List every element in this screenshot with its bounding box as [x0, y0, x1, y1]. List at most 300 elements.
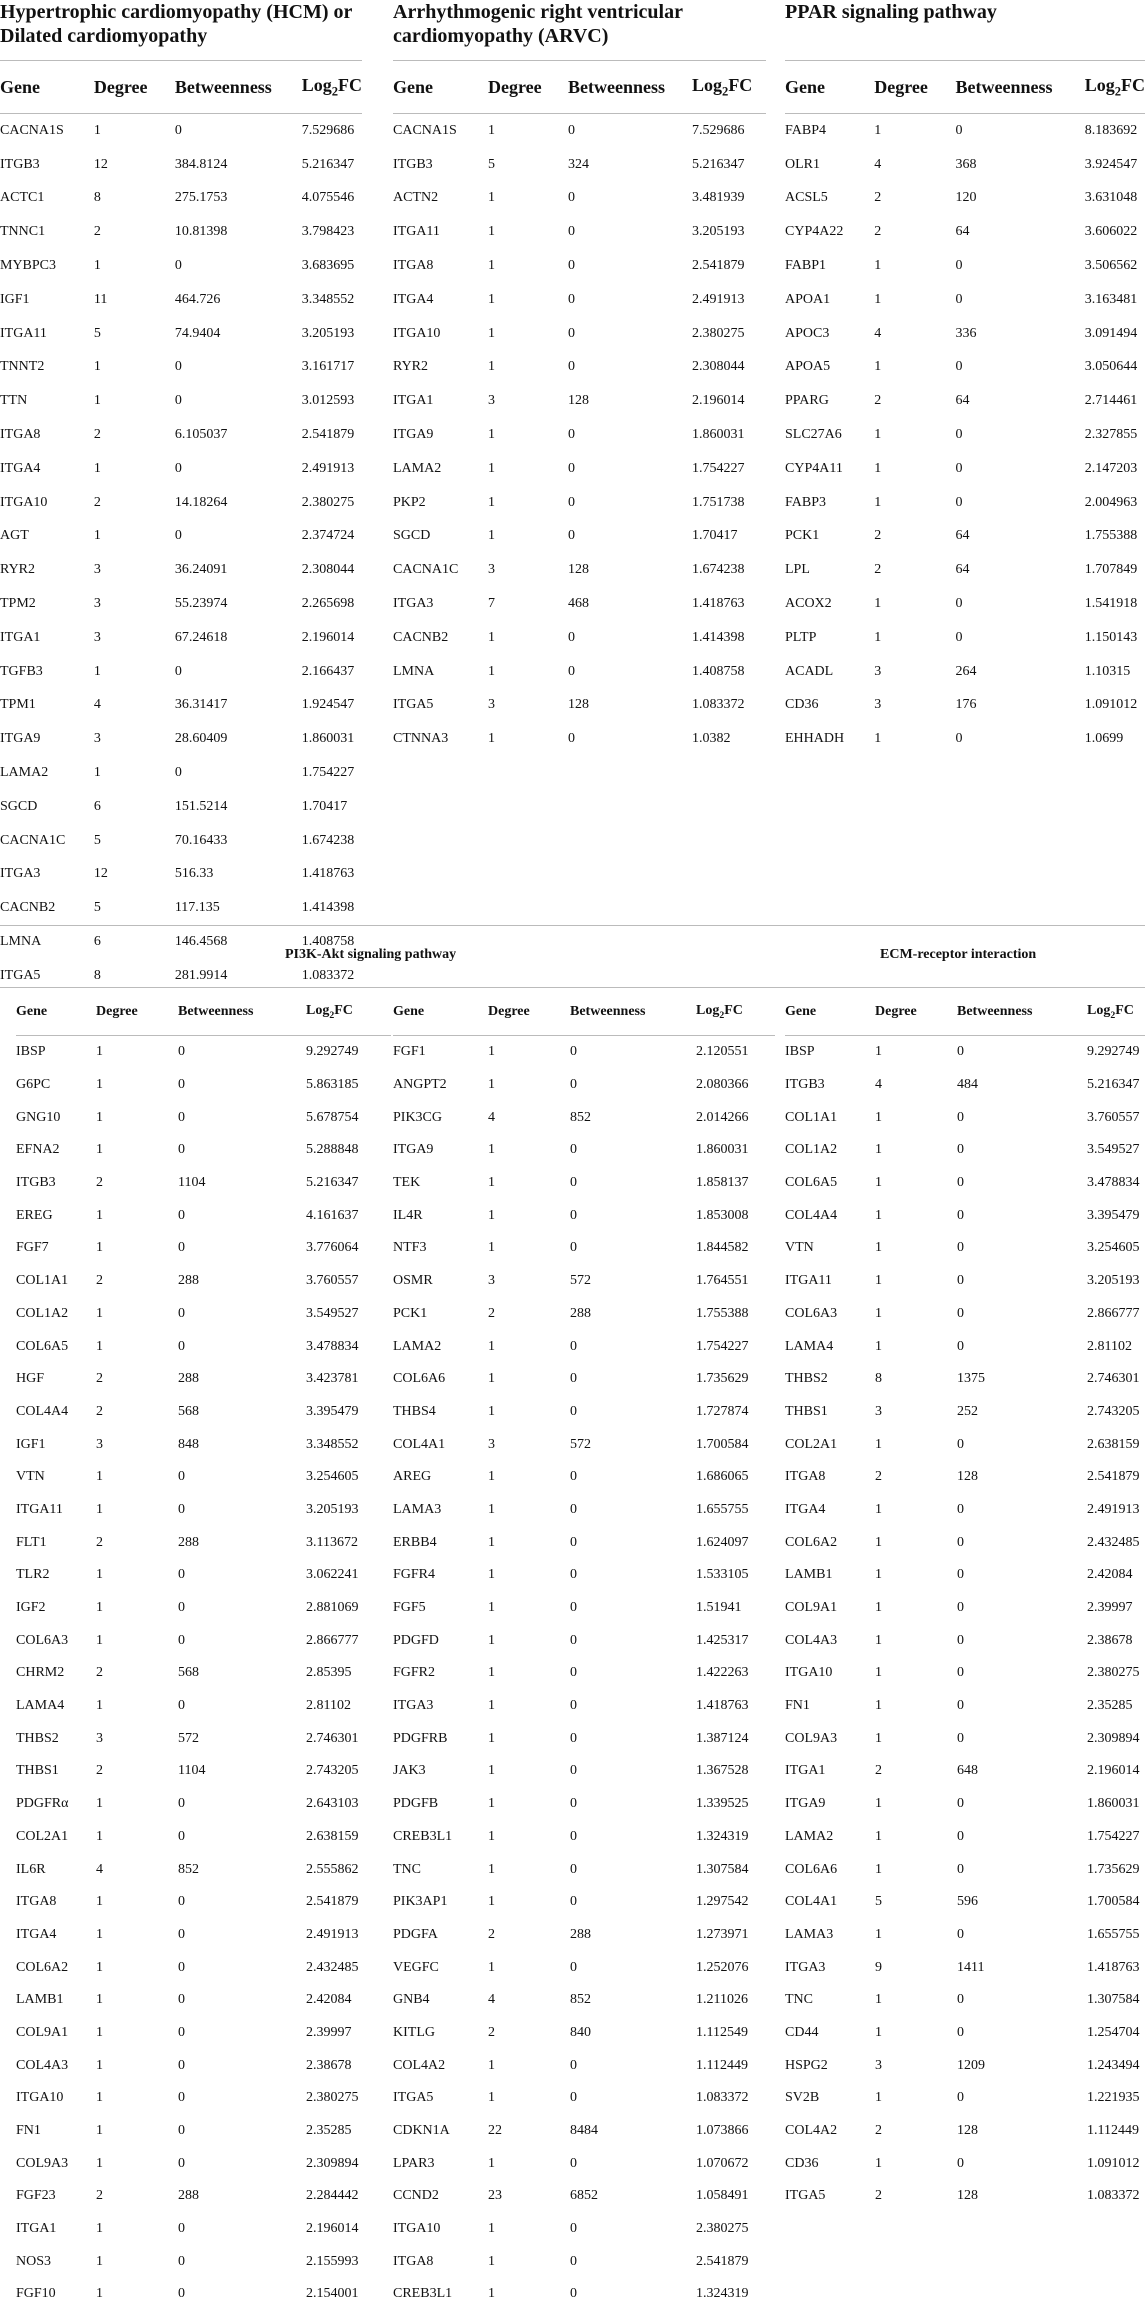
cell-degree: 1 — [96, 2155, 103, 2171]
cell-betweenness: 74.9404 — [174, 325, 221, 341]
cell-log2fc: 2.643103 — [306, 1796, 359, 1812]
table-row — [0, 384, 362, 418]
table-row — [785, 384, 1145, 418]
cell-log2fc: 2.38678 — [306, 2057, 352, 2073]
table-row — [785, 1951, 1145, 1984]
table-row — [393, 1821, 775, 1854]
cell-betweenness: 0 — [568, 122, 575, 138]
cell-degree: 1 — [488, 1175, 495, 1191]
cell-gene: ITGA9 — [785, 1796, 826, 1812]
cell-log2fc: 5.216347 — [306, 1175, 359, 1191]
cell-degree: 1 — [488, 1501, 495, 1517]
table-row — [16, 1069, 391, 1102]
cell-log2fc: 1.754227 — [692, 460, 745, 476]
table-row — [393, 384, 766, 418]
cell-gene: COL2A1 — [16, 1828, 69, 1844]
cell-degree: 4 — [874, 325, 882, 341]
table-row — [16, 1821, 391, 1854]
cell-gene: ITGA10 — [0, 494, 48, 510]
cell-gene: FGF1 — [393, 1044, 426, 1060]
table-row — [393, 1494, 775, 1527]
table-row — [16, 2278, 391, 2311]
cell-degree: 1 — [93, 258, 101, 274]
cell-degree: 5 — [93, 900, 101, 916]
table-row — [393, 1363, 775, 1396]
table-row — [16, 2245, 391, 2278]
cell-degree: 2 — [875, 1763, 882, 1779]
cell-degree: 5 — [93, 325, 101, 341]
col-header-degree: Degree — [488, 1004, 530, 1019]
col-header-gene: Gene — [785, 1004, 817, 1019]
cell-log2fc: 2.42084 — [1087, 1567, 1133, 1583]
cell-degree: 2 — [96, 1534, 103, 1550]
cell-betweenness: 36.31417 — [174, 697, 228, 713]
cell-gene: VEGFC — [393, 1959, 439, 1975]
cell-degree: 1 — [93, 528, 101, 544]
col-header-degree: Degree — [875, 1004, 917, 1019]
table-row — [0, 351, 362, 385]
cell-betweenness: 64 — [955, 562, 970, 578]
cell-log2fc: 1.254704 — [1087, 2024, 1140, 2040]
table-row — [393, 1853, 775, 1886]
cell-gene: JAK3 — [393, 1763, 426, 1779]
col-header-gene: Gene — [785, 76, 825, 97]
panel-title: PPAR signaling pathway — [785, 1, 997, 23]
cell-gene: FN1 — [16, 2123, 41, 2139]
cell-betweenness: 516.33 — [174, 866, 214, 882]
table-row — [393, 2180, 775, 2213]
cell-degree: 1 — [488, 190, 495, 206]
cell-betweenness: 0 — [570, 1403, 577, 1419]
cell-betweenness: 0 — [957, 1044, 964, 1060]
cell-log2fc: 1.073866 — [696, 2123, 749, 2139]
cell-degree: 1 — [488, 494, 495, 510]
cell-degree: 3 — [875, 2057, 882, 2073]
cell-gene: ACOX2 — [785, 596, 832, 612]
cell-log2fc: 2.196014 — [306, 2221, 359, 2237]
table-row — [393, 1167, 775, 1200]
cell-betweenness: 0 — [955, 731, 963, 747]
cell-degree: 2 — [93, 427, 101, 443]
table-row — [16, 1330, 391, 1363]
cell-gene: COL4A4 — [785, 1207, 838, 1223]
cell-gene: FGFR4 — [393, 1567, 436, 1583]
table-row — [785, 1069, 1145, 1102]
cell-degree: 1 — [488, 663, 495, 679]
cell-degree: 1 — [96, 1207, 103, 1223]
cell-betweenness: 0 — [568, 528, 575, 544]
table-row — [393, 351, 766, 385]
cell-log2fc: 2.81102 — [1087, 1338, 1132, 1354]
cell-degree: 4 — [93, 697, 101, 713]
cell-betweenness: 0 — [570, 1207, 577, 1223]
cell-degree: 1 — [875, 1142, 882, 1158]
table-row — [0, 655, 362, 689]
cell-log2fc: 3.481939 — [692, 190, 745, 206]
col-header-gene: Gene — [393, 1004, 425, 1019]
cell-log2fc: 1.414398 — [301, 900, 355, 916]
cell-betweenness: 0 — [957, 1175, 964, 1191]
table-row — [785, 452, 1145, 486]
cell-log2fc: 1.860031 — [696, 1142, 749, 1158]
cell-betweenness: 0 — [570, 1338, 577, 1354]
col-header-degree: Degree — [93, 76, 148, 97]
cell-log2fc: 3.549527 — [1087, 1142, 1140, 1158]
table-arvc — [393, 61, 766, 756]
cell-betweenness: 324 — [568, 156, 589, 172]
cell-betweenness: 0 — [955, 359, 963, 375]
cell-degree: 1 — [875, 1992, 882, 2008]
table-row — [16, 2049, 391, 2082]
cell-log2fc: 2.080366 — [696, 1077, 749, 1093]
table-row — [785, 1363, 1145, 1396]
cell-gene: ITGA10 — [16, 2090, 64, 2106]
cell-log2fc: 1.324319 — [696, 1828, 749, 1844]
cell-degree: 1 — [488, 1665, 495, 1681]
cell-log2fc: 2.541879 — [301, 427, 355, 443]
cell-log2fc: 3.205193 — [692, 224, 745, 240]
table-row — [785, 418, 1145, 452]
cell-gene: PPARG — [785, 393, 829, 409]
cell-log2fc: 1.844582 — [696, 1240, 749, 1256]
cell-degree: 1 — [96, 2253, 103, 2269]
table-row — [393, 2147, 775, 2180]
cell-degree: 1 — [488, 1207, 495, 1223]
cell-betweenness: 464.726 — [174, 291, 221, 307]
cell-degree: 1 — [488, 258, 495, 274]
table-row — [785, 689, 1145, 723]
cell-log2fc: 2.541879 — [1087, 1469, 1140, 1485]
cell-gene: ITGA4 — [785, 1501, 826, 1517]
panel-ecm — [785, 989, 1145, 2213]
cell-gene: FABP3 — [785, 494, 826, 510]
cell-degree: 3 — [93, 562, 101, 578]
cell-betweenness: 55.23974 — [174, 596, 228, 612]
cell-log2fc: 4.075546 — [301, 190, 355, 206]
table-row — [0, 722, 362, 756]
cell-log2fc: 1.418763 — [692, 596, 745, 612]
cell-log2fc: 1.273971 — [696, 1926, 749, 1942]
cell-log2fc: 1.655755 — [696, 1501, 749, 1517]
cell-degree: 1 — [488, 224, 495, 240]
cell-betweenness: 252 — [957, 1403, 978, 1419]
cell-log2fc: 2.746301 — [306, 1730, 359, 1746]
cell-betweenness: 0 — [178, 1894, 185, 1910]
cell-log2fc: 2.327855 — [1084, 427, 1138, 443]
cell-log2fc: 1.0699 — [1084, 731, 1124, 747]
col-header-betweenness: Betweenness — [568, 76, 665, 97]
cell-degree: 2 — [874, 190, 882, 206]
cell-degree: 5 — [875, 1894, 882, 1910]
cell-gene: COL6A2 — [16, 1959, 69, 1975]
table-row — [393, 317, 766, 351]
table-row — [16, 1428, 391, 1461]
col-header-betweenness: Betweenness — [955, 76, 1053, 97]
table-row — [0, 317, 362, 351]
cell-gene: TEK — [393, 1175, 421, 1191]
cell-log2fc: 2.432485 — [1087, 1534, 1140, 1550]
cell-degree: 1 — [874, 291, 882, 307]
cell-betweenness: 0 — [570, 1469, 577, 1485]
cell-betweenness: 0 — [957, 1142, 964, 1158]
cell-betweenness: 0 — [178, 2057, 185, 2073]
cell-gene: ITGA11 — [0, 325, 47, 341]
cell-betweenness: 151.5214 — [174, 798, 228, 814]
cell-betweenness: 0 — [174, 528, 182, 544]
cell-gene: CACNA1S — [393, 122, 457, 138]
cell-gene: EREG — [16, 1207, 53, 1223]
cell-betweenness: 0 — [178, 2123, 185, 2139]
table-row — [785, 520, 1145, 554]
cell-betweenness: 0 — [174, 258, 182, 274]
cell-gene: IBSP — [785, 1044, 815, 1060]
table-row — [0, 249, 362, 283]
cell-degree: 1 — [874, 629, 882, 645]
table-row — [785, 1396, 1145, 1429]
cell-betweenness: 0 — [178, 1796, 185, 1812]
cell-gene: RYR2 — [0, 562, 36, 578]
cell-betweenness: 0 — [955, 460, 963, 476]
cell-log2fc: 1.211026 — [696, 1992, 748, 2008]
table-row — [16, 1036, 391, 1069]
cell-betweenness: 0 — [568, 494, 575, 510]
cell-betweenness: 0 — [568, 427, 575, 443]
cell-betweenness: 1104 — [178, 1175, 206, 1191]
panel-pi3k-left — [16, 989, 391, 2311]
cell-degree: 22 — [488, 2123, 502, 2139]
cell-log2fc: 3.395479 — [1087, 1207, 1140, 1223]
cell-log2fc: 7.529686 — [301, 122, 355, 138]
cell-degree: 1 — [96, 2024, 103, 2040]
cell-gene: CCND2 — [393, 2188, 439, 2204]
col-header-log2fc: Log$_2$FC — [696, 1003, 743, 1021]
cell-gene: LMNA — [0, 934, 42, 950]
cell-degree: 2 — [488, 1305, 495, 1321]
cell-degree: 1 — [96, 1698, 103, 1714]
cell-gene: IGF2 — [16, 1600, 46, 1616]
table-row — [785, 1821, 1145, 1854]
cell-log2fc: 1.387124 — [696, 1730, 749, 1746]
cell-degree: 3 — [488, 697, 495, 713]
cell-gene: VTN — [785, 1240, 814, 1256]
cell-gene: PKP2 — [393, 494, 426, 510]
cell-log2fc: 2.541879 — [306, 1894, 359, 1910]
table-row — [16, 1363, 391, 1396]
cell-degree: 2 — [93, 494, 101, 510]
cell-degree: 1 — [875, 1207, 882, 1223]
cell-log2fc: 1.091012 — [1084, 697, 1138, 713]
table-row — [16, 1984, 391, 2017]
cell-betweenness: 0 — [174, 359, 182, 375]
cell-log2fc: 1.367528 — [696, 1763, 749, 1779]
cell-log2fc: 1.755388 — [1084, 528, 1138, 544]
cell-betweenness: 0 — [178, 1044, 185, 1060]
cell-gene: IGF1 — [0, 291, 30, 307]
cell-gene: COL1A2 — [785, 1142, 838, 1158]
cell-gene: TGFB3 — [0, 663, 43, 679]
cell-degree: 1 — [96, 1044, 103, 1060]
cell-log2fc: 2.014266 — [696, 1109, 749, 1125]
cell-gene: TTN — [0, 393, 28, 409]
cell-degree: 2 — [96, 1403, 103, 1419]
cell-betweenness: 14.18264 — [174, 494, 228, 510]
cell-gene: PDGFRB — [393, 1730, 448, 1746]
cell-betweenness: 1411 — [957, 1959, 985, 1975]
cell-gene: ITGB3 — [0, 156, 40, 172]
cell-betweenness: 0 — [568, 190, 575, 206]
table-row — [785, 1853, 1145, 1886]
cell-degree: 1 — [875, 1338, 882, 1354]
cell-betweenness: 128 — [957, 1469, 978, 1485]
cell-gene: COL9A1 — [785, 1600, 838, 1616]
cell-gene: ITGA5 — [393, 697, 434, 713]
cell-degree: 2 — [96, 1175, 103, 1191]
cell-betweenness: 0 — [178, 2286, 185, 2302]
cell-log2fc: 2.866777 — [1087, 1305, 1140, 1321]
cell-gene: ACSL5 — [785, 190, 828, 206]
cell-degree: 3 — [96, 1436, 103, 1452]
cell-log2fc: 3.348552 — [306, 1436, 359, 1452]
cell-degree: 2 — [96, 1665, 103, 1681]
cell-gene: ITGA4 — [16, 1926, 57, 1942]
cell-gene: COL1A1 — [785, 1109, 838, 1125]
col-header-log2fc: Log$_2$FC — [692, 74, 753, 99]
cell-degree: 1 — [874, 494, 882, 510]
cell-log2fc: 2.309894 — [306, 2155, 359, 2171]
table-row — [393, 1134, 775, 1167]
table-row — [0, 621, 362, 655]
cell-degree: 1 — [488, 359, 495, 375]
cell-gene: APOA1 — [785, 291, 831, 307]
cell-degree: 2 — [96, 1273, 103, 1289]
cell-degree: 2 — [875, 1469, 882, 1485]
cell-betweenness: 0 — [570, 1894, 577, 1910]
cell-gene: COL9A3 — [16, 2155, 69, 2171]
cell-betweenness: 468 — [568, 596, 589, 612]
cell-betweenness: 368 — [955, 156, 977, 172]
cell-betweenness: 0 — [178, 2090, 185, 2106]
cell-gene: ITGA4 — [0, 460, 41, 476]
table-row — [16, 2017, 391, 2050]
cell-log2fc: 2.35285 — [306, 2123, 352, 2139]
panel-pi3k-right — [393, 989, 775, 2311]
cell-degree: 1 — [488, 1567, 495, 1583]
cell-betweenness: 0 — [568, 258, 575, 274]
table-row — [785, 1592, 1145, 1625]
cell-betweenness: 0 — [178, 2024, 185, 2040]
cell-betweenness: 67.24618 — [174, 629, 228, 645]
cell-log2fc: 1.252076 — [696, 1959, 749, 1975]
table-row — [785, 587, 1145, 621]
cell-gene: PCK1 — [393, 1305, 428, 1321]
cell-degree: 4 — [96, 1861, 103, 1877]
cell-degree: 3 — [874, 663, 882, 679]
cell-gene: ITGA8 — [0, 427, 41, 443]
cell-gene: SGCD — [0, 798, 38, 814]
cell-gene: ITGA3 — [0, 866, 41, 882]
cell-betweenness: 0 — [957, 1305, 964, 1321]
cell-degree: 1 — [874, 731, 882, 747]
cell-log2fc: 2.35285 — [1087, 1698, 1133, 1714]
table-row — [785, 2115, 1145, 2148]
cell-log2fc: 2.638159 — [1087, 1436, 1140, 1452]
cell-gene: ITGA4 — [393, 291, 434, 307]
cell-log2fc: 2.39997 — [306, 2024, 352, 2040]
cell-log2fc: 5.216347 — [692, 156, 745, 172]
cell-log2fc: 2.743205 — [1087, 1403, 1140, 1419]
table-row — [16, 1298, 391, 1331]
cell-log2fc: 1.324319 — [696, 2286, 749, 2302]
cell-gene: COL1A1 — [16, 1273, 69, 1289]
cell-gene: COL6A6 — [393, 1371, 446, 1387]
cell-degree: 3 — [93, 731, 101, 747]
cell-log2fc: 1.425317 — [696, 1632, 749, 1648]
cell-log2fc: 1.408758 — [692, 663, 745, 679]
cell-log2fc: 2.491913 — [1087, 1501, 1140, 1517]
cell-betweenness: 288 — [178, 1534, 199, 1550]
cell-gene: CYP4A22 — [785, 224, 844, 240]
cell-degree: 1 — [875, 1600, 882, 1616]
cell-degree: 1 — [875, 2090, 882, 2106]
cell-degree: 1 — [488, 1894, 495, 1910]
cell-betweenness: 0 — [955, 596, 963, 612]
table-row — [393, 621, 766, 655]
cell-gene: ITGA1 — [393, 393, 434, 409]
col-header-degree: Degree — [874, 76, 928, 97]
table-row — [393, 1951, 775, 1984]
cell-degree: 8 — [93, 190, 101, 206]
cell-log2fc: 3.254605 — [306, 1469, 359, 1485]
cell-gene: CACNB2 — [393, 629, 449, 645]
cell-degree: 1 — [875, 1534, 882, 1550]
table-row — [785, 1755, 1145, 1788]
cell-log2fc: 1.307584 — [1087, 1992, 1140, 2008]
cell-log2fc: 2.380275 — [301, 494, 355, 510]
cell-betweenness: 0 — [955, 427, 963, 443]
cell-gene: NOS3 — [16, 2253, 52, 2269]
cell-betweenness: 0 — [570, 1828, 577, 1844]
cell-gene: ERBB4 — [393, 1534, 437, 1550]
cell-log2fc: 3.606022 — [1084, 224, 1138, 240]
cell-gene: CACNA1S — [0, 122, 64, 138]
cell-degree: 1 — [96, 1926, 103, 1942]
table-row — [785, 182, 1145, 216]
cell-betweenness: 288 — [178, 1273, 199, 1289]
cell-degree: 1 — [488, 1371, 495, 1387]
cell-gene: PCK1 — [785, 528, 820, 544]
cell-betweenness: 0 — [957, 1632, 964, 1648]
cell-log2fc: 5.863185 — [306, 1077, 359, 1093]
cell-log2fc: 1.408758 — [301, 934, 355, 950]
cell-log2fc: 3.205193 — [1087, 1273, 1140, 1289]
cell-gene: RYR2 — [393, 359, 429, 375]
cell-betweenness: 0 — [957, 1338, 964, 1354]
cell-log2fc: 1.764551 — [696, 1273, 749, 1289]
cell-betweenness: 0 — [957, 2024, 964, 2040]
cell-betweenness: 0 — [178, 2155, 185, 2171]
table-row — [785, 2082, 1145, 2115]
table-row — [785, 317, 1145, 351]
cell-gene: TPM1 — [0, 697, 36, 713]
cell-betweenness: 0 — [957, 1567, 964, 1583]
cell-degree: 6 — [93, 934, 101, 950]
table-row — [785, 553, 1145, 587]
cell-betweenness: 288 — [570, 1305, 591, 1321]
cell-betweenness: 0 — [570, 2286, 577, 2302]
panel-title-ecm: ECM-receptor interaction — [880, 947, 1037, 962]
cell-degree: 3 — [93, 596, 101, 612]
cell-betweenness: 0 — [178, 2221, 185, 2237]
